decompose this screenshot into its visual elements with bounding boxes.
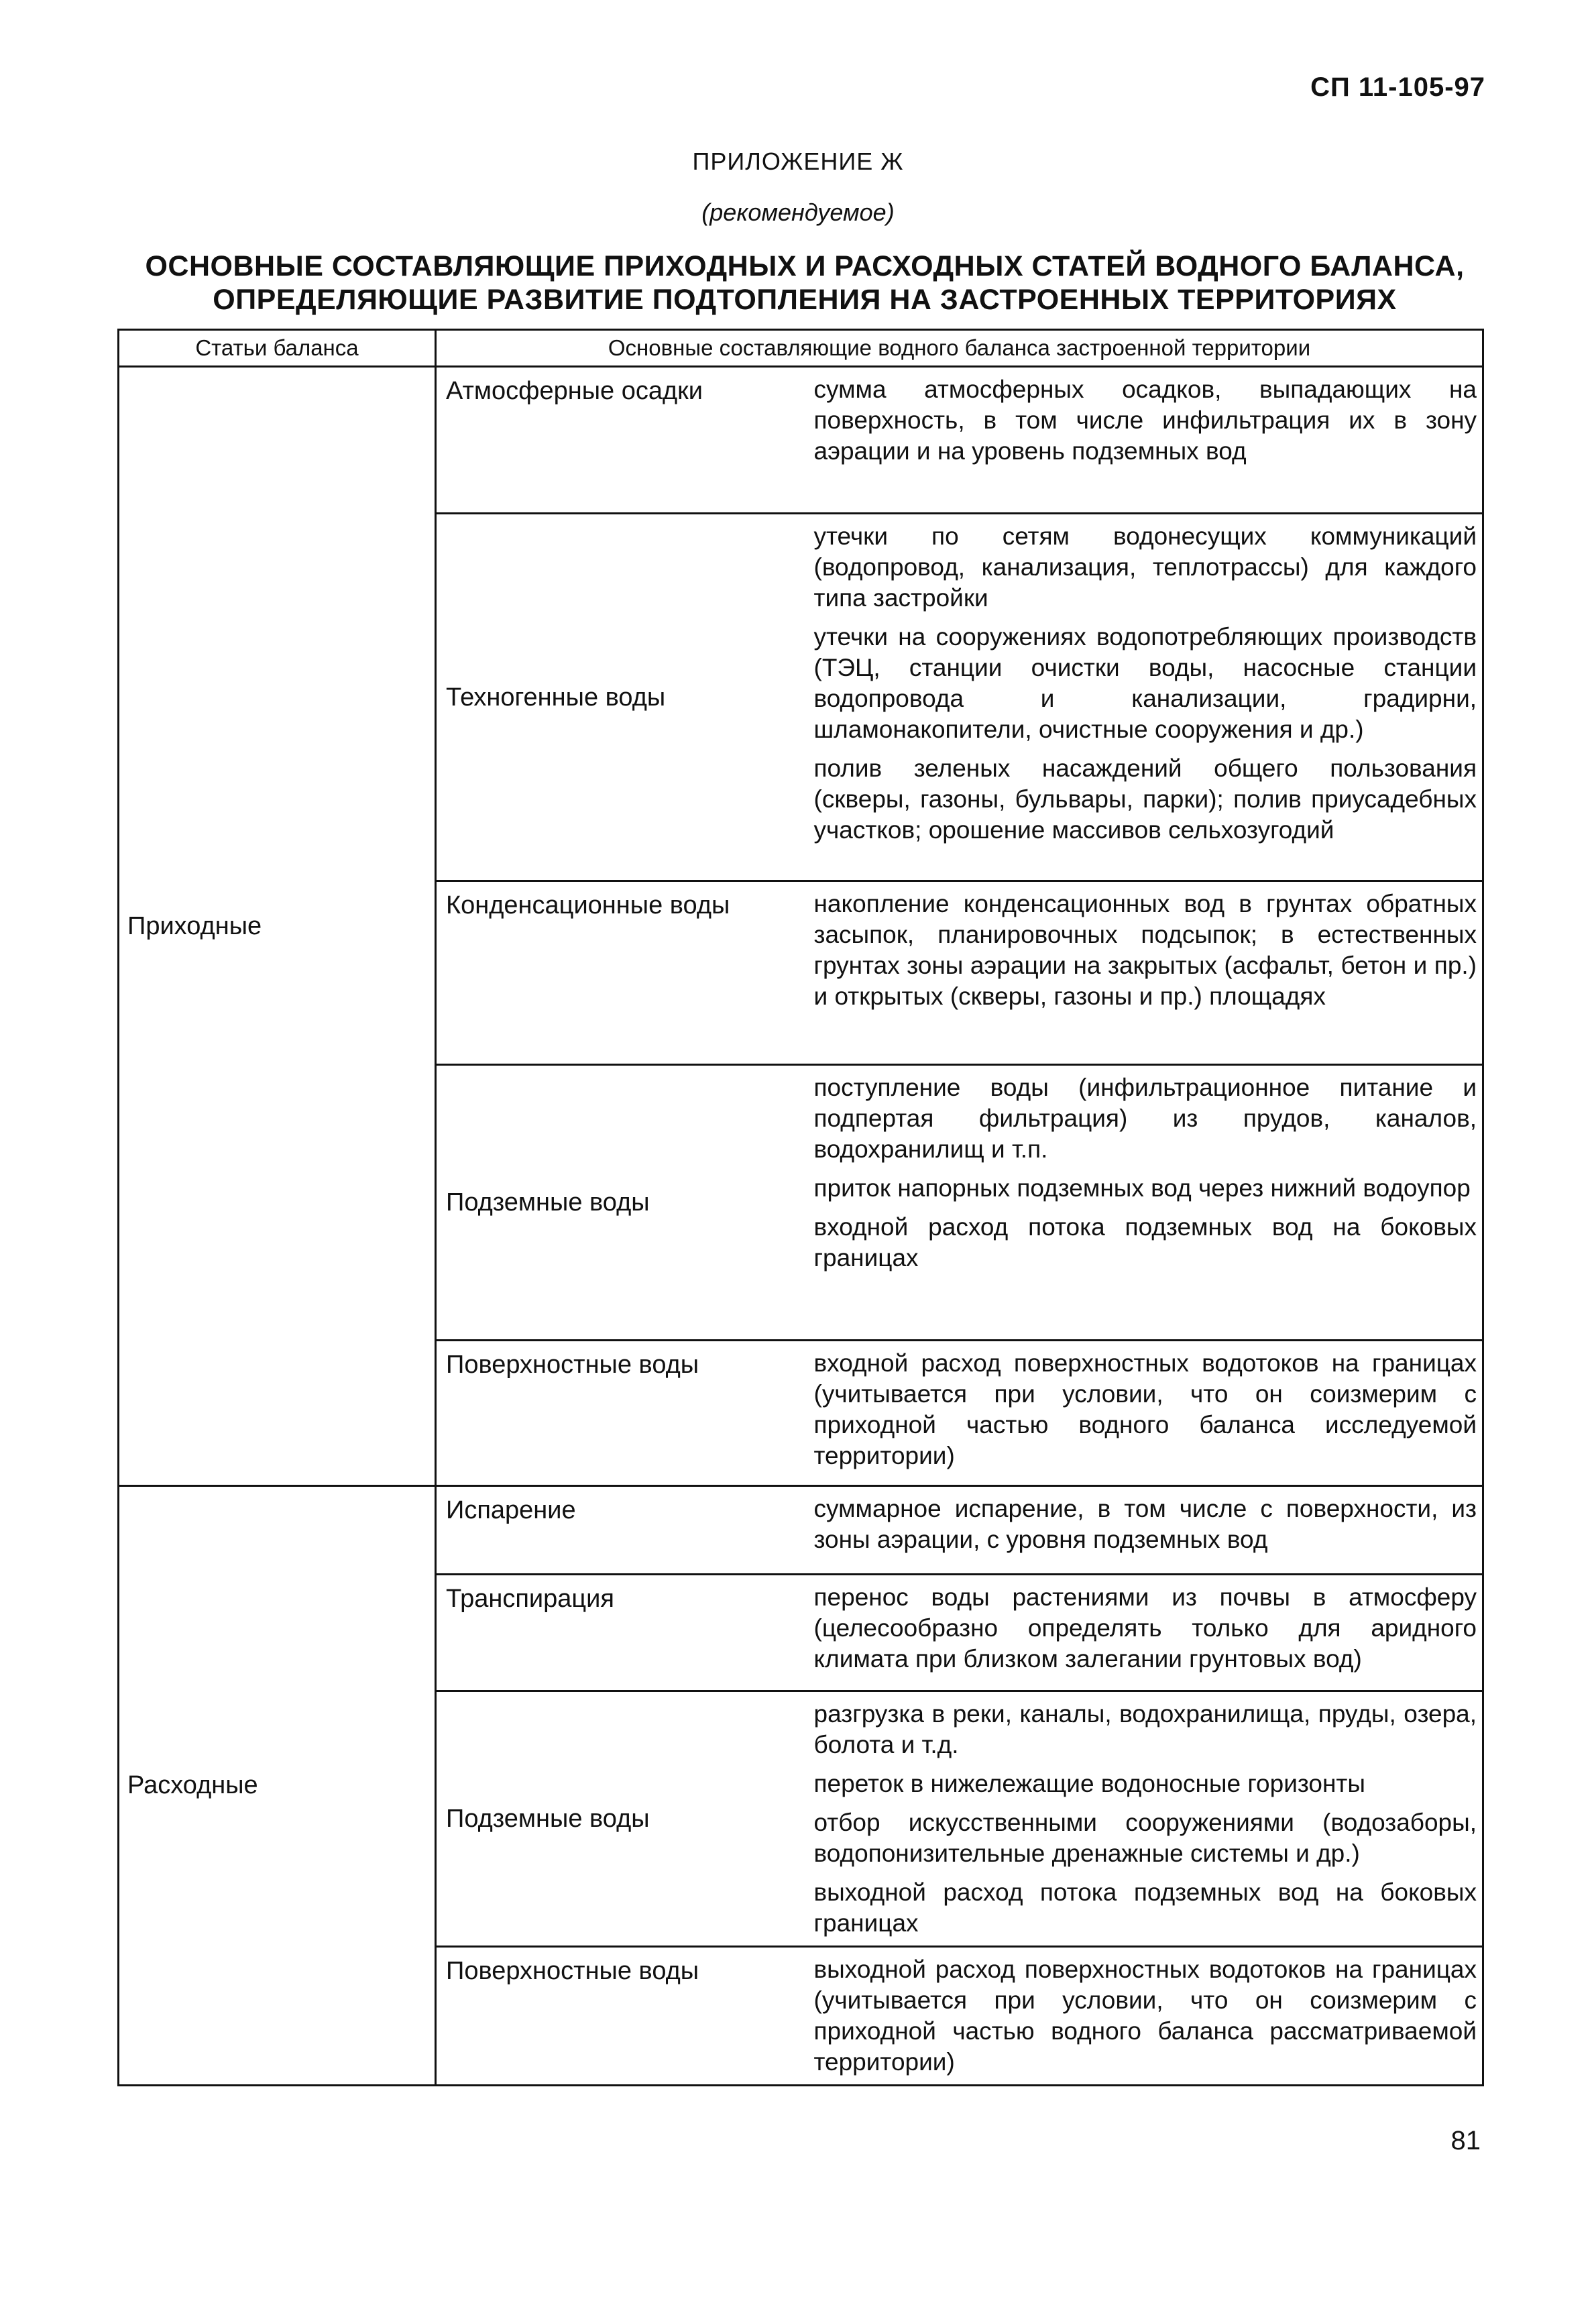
description-item: суммарное испарение, в том числе с поверхности, из зоны аэрации, с уровня подземных вод (813, 1495, 1477, 1553)
description-item: утечки по сетям водонесущих коммуникаций (водопровод, канализация, теплотрассы) для каждого типа застройки (813, 522, 1477, 612)
table-row (119, 367, 1483, 514)
description-cell (803, 1691, 1483, 1947)
component-label: Конденсационные воды (446, 891, 730, 919)
description-item: сумма атмосферных осадков, выпадающих на поверхность, в том числе инфильтрация их в зону аэрации и на уровень подземных вод (813, 376, 1477, 465)
page-title-line-2: ОПРЕДЕЛЯЮЩИЕ РАЗВИТИЕ ПОДТОПЛЕНИЯ НА ЗАСТРОЕННЫХ ТЕРРИТОРИЯХ (213, 284, 1397, 316)
page-title-line-1: ОСНОВНЫЕ СОСТАВЛЯЮЩИЕ ПРИХОДНЫХ И РАСХОДНЫХ СТАТЕЙ ВОДНОГО БАЛАНСА, (145, 250, 1465, 282)
table-row (119, 1486, 1483, 1575)
description-item: выходной расход поверхностных водотоков на границах (учитывается при условии, что он соизмерим с приходной частью водного баланса рассматриваемой территории) (813, 1956, 1477, 2076)
income-section (119, 367, 1483, 1486)
component-cell (436, 1065, 803, 1341)
component-cell (436, 881, 803, 1065)
document-code: СП 11-105-97 (1310, 72, 1485, 102)
description-item: утечки на сооружениях водопотребляющих производств (ТЭЦ, станции очистки воды, насосные станции водопровода и канализации, градирни, шламонакопители, очистные сооружения и др.) (813, 623, 1477, 743)
header-balance-items: Статьи баланса (119, 330, 436, 367)
component-cell (436, 367, 803, 514)
component-label: Подземные воды (446, 1188, 650, 1217)
description-item: разгрузка в реки, каналы, водохранилища, пруды, озера, болота и т.д. (813, 1700, 1477, 1758)
component-cell (436, 1486, 803, 1575)
description-cell (803, 1947, 1483, 2086)
component-cell (436, 1341, 803, 1486)
description-item: выходной расход потока подземных вод на боковых границах (813, 1878, 1477, 1937)
component-label: Испарение (446, 1496, 576, 1524)
category-income: Приходные (119, 367, 436, 1486)
description-cell (803, 881, 1483, 1065)
description-item: входной расход поверхностных водотоков на границах (учитывается при условии, что он соизмерим с приходной частью водного баланса исследуемой территории) (813, 1349, 1477, 1469)
header-components: Основные составляющие водного баланса застроенной территории (436, 330, 1483, 367)
component-label: Атмосферные осадки (446, 377, 703, 405)
description-item: полив зеленых насаждений общего пользования (скверы, газоны, бульвары, парки); полив приусадебных участков; орошение массивов сельхозугодий (813, 754, 1477, 844)
water-balance-table (117, 329, 1484, 2086)
component-label: Подземные воды (446, 1805, 650, 1833)
component-label: Поверхностные воды (446, 1957, 699, 1985)
description-cell (803, 1486, 1483, 1575)
component-cell (436, 1575, 803, 1691)
description-cell (803, 1341, 1483, 1486)
description-item: входной расход потока подземных вод на боковых границах (813, 1213, 1477, 1272)
description-cell (803, 514, 1483, 881)
component-label: Поверхностные воды (446, 1351, 699, 1379)
description-item: приток напорных подземных вод через нижний водоупор (813, 1174, 1471, 1202)
outcome-section (119, 1486, 1483, 2086)
description-item: накопление конденсационных вод в грунтах обратных засыпок, планировочных подсыпок; в естественных грунтах зоны аэрации на закрытых (асфальт, бетон и пр.) и открытых (скверы, газоны и пр.) площадях (813, 890, 1477, 1010)
appendix-heading: ПРИЛОЖЕНИЕ Ж (692, 148, 904, 175)
description-item: отбор искусственными сооружениями (водозаборы, водопонизительные дренажные системы и др.) (813, 1809, 1477, 1867)
description-cell (803, 367, 1483, 514)
component-label: Техногенные воды (446, 683, 666, 712)
component-label: Транспирация (446, 1585, 614, 1613)
component-cell (436, 1947, 803, 2086)
appendix-subheading: (рекомендуемое) (701, 199, 895, 226)
description-cell (803, 1575, 1483, 1691)
description-item: переток в нижележащие водоносные горизонты (813, 1770, 1365, 1797)
page-number: 81 (1450, 2126, 1481, 2155)
component-cell (436, 1691, 803, 1947)
category-outcome: Расходные (119, 1486, 436, 2086)
description-cell (803, 1065, 1483, 1341)
description-item: перенос воды растениями из почвы в атмосферу (целесообразно определять только для аридного климата при близком залегании грунтовых вод) (813, 1583, 1477, 1673)
page-title (141, 249, 1469, 317)
table-header-row (119, 330, 1483, 367)
component-cell (436, 514, 803, 881)
description-item: поступление воды (инфильтрационное питание и подпертая фильтрация) из прудов, каналов, водохранилищ и т.п. (813, 1074, 1477, 1163)
